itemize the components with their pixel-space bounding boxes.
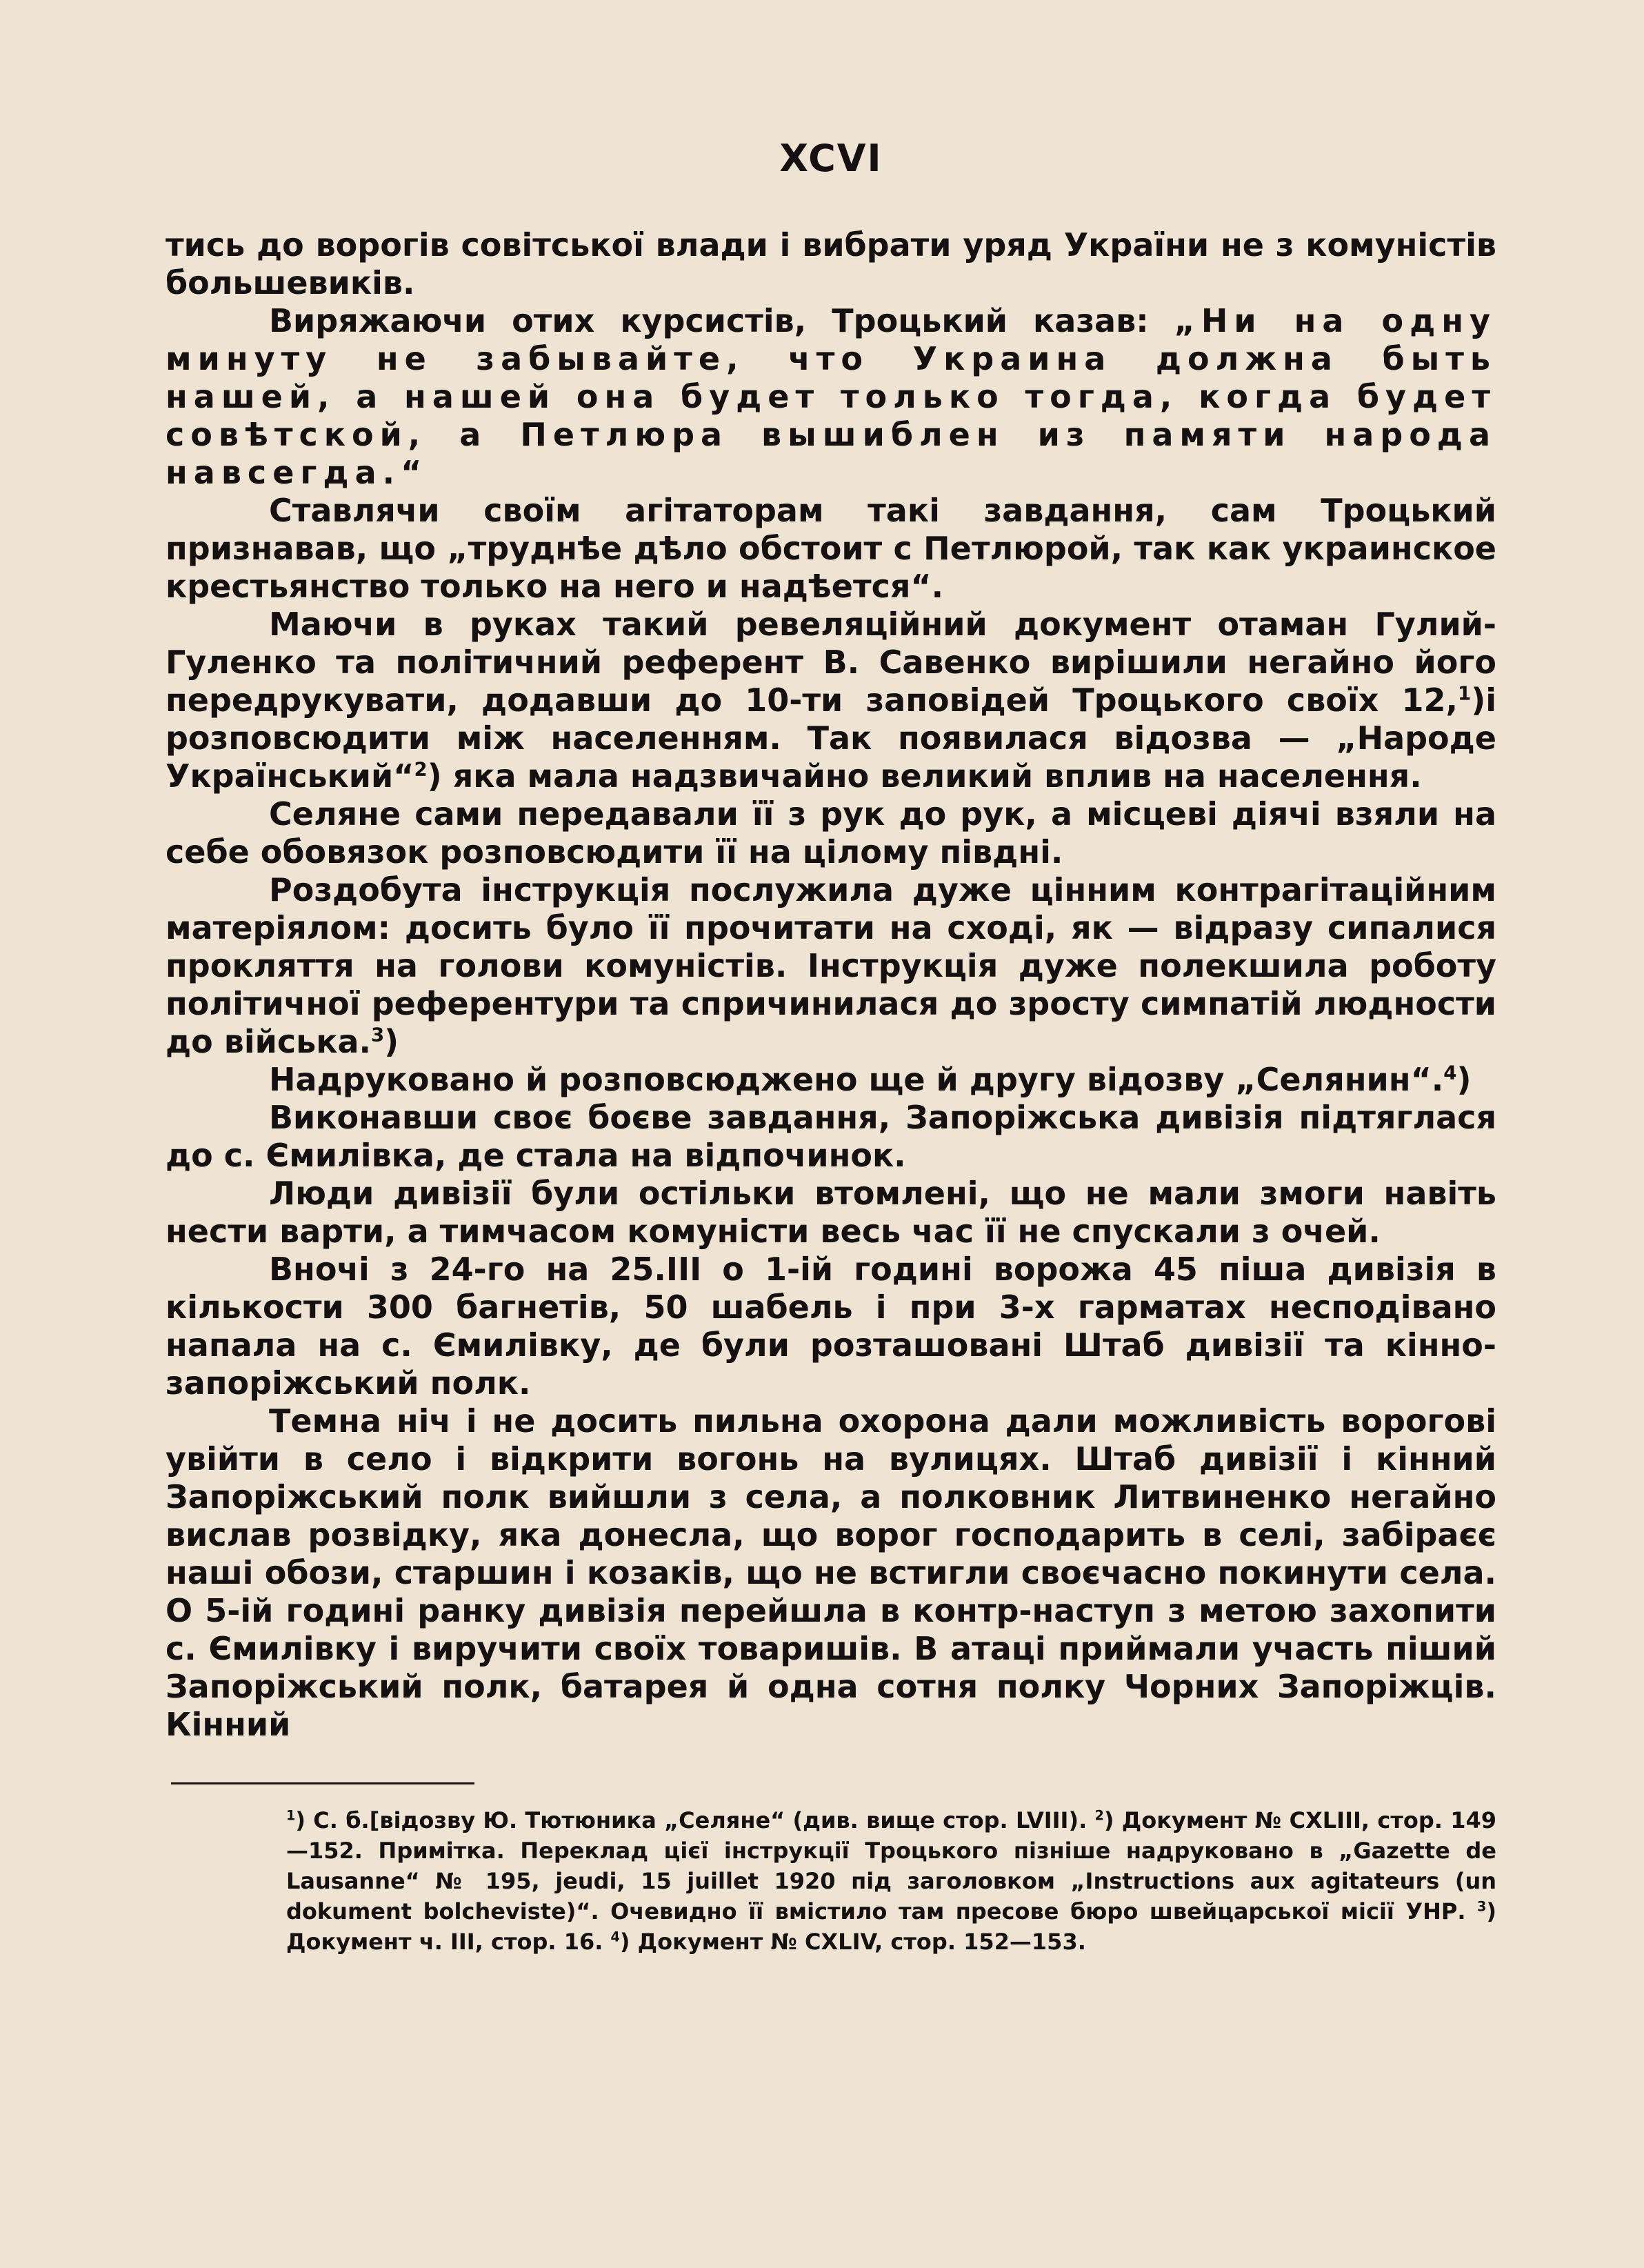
paragraph: Виконавши своє боєве завдання, Запоріжська дивізія підтяглася до с. Ємилівка, де стала на відпочинок.: [166, 1099, 1496, 1174]
paragraph-text: Роздобута інструкція послужила дуже цінним контрагітаційним матеріялом: досить було її прочитати на сході, як — відразу сипалися прокляття на голови комуністів. Інструкція дуже полекшила роботу політичної референтури та спричинилася до зросту симпатій людности до війська.: [166, 871, 1496, 1060]
paragraph: [166, 606, 1496, 795]
page-number: XCVI: [779, 137, 883, 180]
paragraph-text: ) яка мала надзвичайно великий вплив на населення.: [427, 757, 1422, 795]
footnote-ref: 1: [1458, 682, 1472, 705]
paragraph-text: Маючи в руках такий ревеляційний документ отаман Гулий-Гуленко та політичний референт В. Савенко вирішили негайно його передрукувати, додавши до 10-ти заповідей Троцького своїх 12,: [166, 606, 1496, 719]
paragraph-text: ): [384, 1023, 399, 1060]
footnote-text: ) Документ ч. III, стор. 16.: [286, 1898, 1496, 1955]
footnote-number: 2: [1094, 1807, 1104, 1824]
footnotes: [166, 1805, 1496, 1957]
footnote-number: 3: [1477, 1898, 1487, 1915]
footnote-ref: 3: [370, 1023, 385, 1046]
paragraph: [166, 871, 1496, 1061]
footnote-text: ) Документ № CXLIII, стор. 149—152. Примітка. Переклад цієї інструкції Троцького пізніше надруковано в „Gazette de Lausanne“ № 195, jeudi, 15 juillet 1920 під заголовком „Instructions aux agitateurs (un dokument bolcheviste)“. Очевидно її вмістило там пресове бюро швейцарської місії УНР.: [286, 1807, 1497, 1924]
paragraph: Селяне сами передавали її з рук до рук, а місцеві діячі взяли на себе обовязок розповсюдити її на цілому півдні.: [166, 795, 1496, 871]
footnote-divider: [171, 1782, 474, 1784]
footnote-text: ) Документ № CXLIV, стор. 152—153.: [619, 1929, 1086, 1955]
paragraph: Темна ніч і не досить пильна охорона дали можливість ворогові увійти в село і відкрити вогонь на вулицях. Штаб дивізії і кінний Запоріжський полк вийшли з села, а полковник Литвиненко негайно вислав розвідку, яка донесла, що ворог господарить в селі, забіраєє наші обози, старшин і козаків, що не встигли своєчасно покинути села. О 5-ій годині ранку дивізія перейшла в контр-наступ з метою захопити с. Ємилівку і виручити своїх товаришів. В атаці приймали участь піший Запоріжський полк, батарея й одна сотня полку Чорних Запоріжців. Кінний: [166, 1402, 1496, 1743]
paragraph: Ставлячи своїм агітаторам такі завдання, сам Троцький признавав, що „труднѣе дѣло обстоит с Петлюрой, так как украинское крестьянство только на него и надѣется“.: [166, 492, 1496, 605]
trotsky-quote: „Ни на одну минуту не забывайте, что Украина должна быть нашей, а нашей она будет только тогда, когда будет совѣтской, а Петлюра вышиблен из памяти народа навсегда.“: [166, 302, 1496, 491]
paragraph: Вночі з 24-го на 25.III о 1-ій годині ворожа 45 піша дивізія в кількости 300 багнетів, 50 шабель і при 3-х гарматах несподівано напала на с. Ємилівку, де були розташовані Штаб дивізії та кінно-запоріжський полк.: [166, 1251, 1496, 1402]
footnote-ref: 4: [1443, 1061, 1457, 1084]
footnote-text: ) С. б.[відозву Ю. Тютюника „Селяне“ (див. вище стор. LVIII).: [295, 1807, 1095, 1833]
paragraph-text: ): [1456, 1061, 1472, 1098]
paragraph: тись до ворогів совітської влади і вибрати уряд України не з комуністів большевиків.: [166, 226, 1496, 301]
document-page: [166, 138, 1496, 1957]
paragraph-text: Виряжаючи отих курсистів, Троцький казав:: [269, 302, 1174, 339]
paragraph: [166, 1061, 1496, 1099]
footnote-number: 1: [286, 1807, 296, 1824]
paragraph: Люди дивізії були остільки втомлені, що не мали змоги навіть нести варти, а тимчасом комуністи весь час її не спускали з очей.: [166, 1175, 1496, 1250]
paragraph-text: )і розповсюдити між населенням. Так появилася відозва — „Народе Український“: [166, 682, 1496, 795]
paragraph: [166, 302, 1496, 492]
footnote-number: 4: [610, 1929, 620, 1945]
paragraph-text: Надруковано й розповсюджено ще й другу відозву „Селянин“.: [269, 1061, 1444, 1098]
footnote-ref: 2: [414, 757, 428, 781]
footnote-block: [166, 1805, 1496, 1957]
body-text: [166, 226, 1496, 1744]
